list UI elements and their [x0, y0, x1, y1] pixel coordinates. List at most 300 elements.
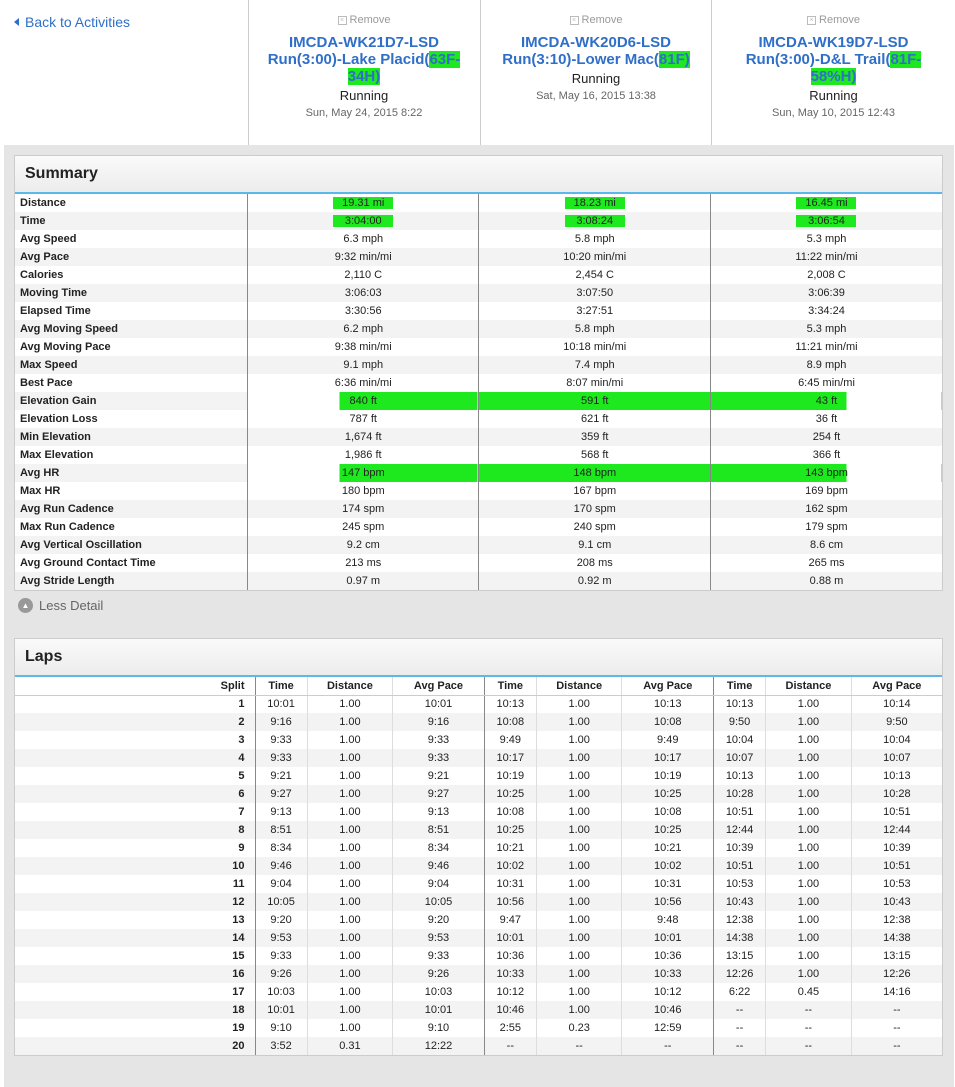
lap-cell: 1.00 — [536, 947, 622, 965]
lap-cell: 10:02 — [484, 857, 536, 875]
summary-value: 265 ms — [710, 554, 942, 572]
lap-cell: -- — [484, 1037, 536, 1055]
summary-value: 167 bpm — [479, 482, 711, 500]
laps-table — [15, 677, 942, 1055]
activity-title-1[interactable]: IMCDA-WK21D7-LSD Run(3:00)-Lake Placid(63F-34H) — [267, 34, 461, 85]
summary-value: 208 ms — [479, 554, 711, 572]
summary-label: Avg Moving Pace — [20, 341, 111, 353]
lap-cell: -- — [714, 1019, 766, 1037]
lap-cell: 1.00 — [766, 929, 852, 947]
lap-cell: 10:56 — [484, 893, 536, 911]
lap-cell: 1.00 — [766, 749, 852, 767]
lap-cell: 8:51 — [255, 821, 307, 839]
lap-split: 10 — [15, 857, 255, 875]
lap-cell: 1.00 — [536, 785, 622, 803]
lap-cell: 14:16 — [851, 983, 942, 1001]
summary-value: 2,008 C — [710, 266, 942, 284]
lap-row — [15, 821, 942, 839]
lap-split: 17 — [232, 986, 245, 998]
lap-cell: 10:13 — [622, 695, 714, 713]
summary-row — [15, 446, 942, 464]
lap-cell: 10:51 — [714, 803, 766, 821]
lap-cell: 1.00 — [536, 731, 622, 749]
lap-cell: -- — [766, 1037, 852, 1055]
lap-cell: 1.00 — [536, 1001, 622, 1019]
lap-cell: 1.00 — [766, 803, 852, 821]
lap-cell: 10:08 — [622, 803, 714, 821]
checkbox-icon: × — [570, 16, 579, 25]
lap-cell: -- — [851, 1019, 942, 1037]
lap-split: 5 — [238, 770, 245, 782]
laps-column-header: Split — [15, 677, 255, 695]
activity-date-3: Sun, May 10, 2015 12:43 — [772, 107, 895, 119]
lap-cell: 12:44 — [851, 821, 942, 839]
summary-value: 10:20 min/mi — [479, 248, 711, 266]
lap-cell: 1.00 — [536, 803, 622, 821]
lap-row — [15, 839, 942, 857]
summary-label: Time — [15, 212, 247, 230]
lap-cell: 9:33 — [393, 947, 485, 965]
lap-cell: 9:16 — [255, 713, 307, 731]
activity-header-3 — [711, 0, 955, 145]
summary-value: 359 ft — [479, 428, 711, 446]
lap-cell: 1.00 — [307, 839, 393, 857]
lap-split: 6 — [15, 785, 255, 803]
activity-header-2 — [480, 0, 711, 145]
lap-cell: 9:21 — [255, 767, 307, 785]
lap-cell: 10:33 — [484, 965, 536, 983]
back-label: Back to Activities — [25, 14, 131, 30]
lap-cell: 10:05 — [393, 893, 485, 911]
summary-value: 6:36 min/mi — [247, 374, 479, 392]
lap-cell: 0.23 — [536, 1019, 622, 1037]
lap-cell: 1.00 — [766, 731, 852, 749]
lap-cell: 10:19 — [484, 767, 536, 785]
lap-cell: 10:21 — [622, 839, 714, 857]
lap-cell: 2:55 — [484, 1019, 536, 1037]
lap-cell: 1.00 — [766, 839, 852, 857]
lap-row — [15, 803, 942, 821]
lap-row — [15, 857, 942, 875]
summary-value: 240 spm — [479, 518, 711, 536]
checkbox-icon: × — [807, 16, 816, 25]
lap-cell: 10:19 — [622, 767, 714, 785]
lap-cell: 1.00 — [307, 1001, 393, 1019]
lap-cell: -- — [766, 1001, 852, 1019]
lap-cell: 9:33 — [255, 947, 307, 965]
summary-row — [15, 482, 942, 500]
lap-cell: 1.00 — [536, 929, 622, 947]
lap-cell: 10:25 — [622, 821, 714, 839]
lap-cell: 0.31 — [307, 1037, 393, 1055]
summary-value: 3:06:39 — [710, 284, 942, 302]
less-detail-label: Less Detail — [39, 598, 104, 613]
summary-value: 1,674 ft — [247, 428, 479, 446]
lap-cell: 9:13 — [393, 803, 485, 821]
lap-split: 9 — [238, 842, 245, 854]
lap-cell: 1.00 — [307, 803, 393, 821]
lap-cell: 10:04 — [714, 731, 766, 749]
summary-value: 3:08:24 — [479, 212, 711, 230]
summary-value: 0.92 m — [479, 572, 711, 590]
lap-cell: 14:38 — [851, 929, 942, 947]
lap-cell: 10:31 — [622, 875, 714, 893]
lap-row — [15, 731, 942, 749]
lap-cell: 10:02 — [622, 857, 714, 875]
lap-split: 14 — [15, 929, 255, 947]
lap-split: 18 — [15, 1001, 255, 1019]
activity-title-3[interactable]: IMCDA-WK19D7-LSD Run(3:00)-D&L Trail(81F-58%H) — [745, 34, 922, 85]
lap-cell: 9:33 — [255, 749, 307, 767]
lap-cell: 9:13 — [255, 803, 307, 821]
lap-cell: 1.00 — [536, 911, 622, 929]
lap-cell: 10:01 — [393, 1001, 485, 1019]
lap-row — [15, 1019, 942, 1037]
summary-value: 254 ft — [710, 428, 942, 446]
lap-split: 2 — [15, 713, 255, 731]
laps-column-header: Avg Pace — [851, 677, 942, 695]
summary-value: 568 ft — [479, 446, 711, 464]
activity-title-2[interactable]: IMCDA-WK20D6-LSD Run(3:10)-Lower Mac(81F) — [502, 34, 690, 68]
summary-value: 3:06:54 — [710, 212, 942, 230]
summary-label: Avg Moving Speed — [15, 320, 247, 338]
lap-split: 16 — [15, 965, 255, 983]
remove-button-1[interactable]: × Remove — [249, 14, 479, 26]
lap-cell: 9:26 — [393, 965, 485, 983]
lap-cell: 10:21 — [484, 839, 536, 857]
summary-value: 169 bpm — [710, 482, 942, 500]
lap-cell: 9:20 — [255, 911, 307, 929]
laps-column-header: Distance — [307, 677, 393, 695]
summary-value: 213 ms — [247, 554, 479, 572]
activity-type-1: Running — [339, 88, 389, 103]
lap-cell: 1.00 — [307, 731, 393, 749]
lap-row — [15, 767, 942, 785]
summary-value: 6:45 min/mi — [710, 374, 942, 392]
summary-value: 180 bpm — [247, 482, 479, 500]
summary-value: 10:18 min/mi — [479, 338, 711, 356]
summary-value: 9:32 min/mi — [247, 248, 479, 266]
lap-cell: 1.00 — [536, 857, 622, 875]
lap-cell: 9:04 — [393, 875, 485, 893]
lap-cell: 1.00 — [307, 821, 393, 839]
lap-cell: 1.00 — [766, 911, 852, 929]
lap-cell: 1.00 — [307, 785, 393, 803]
summary-row — [15, 230, 942, 248]
summary-row — [15, 518, 942, 536]
lap-cell: 10:43 — [851, 893, 942, 911]
lap-cell: 10:36 — [622, 947, 714, 965]
lap-cell: 12:44 — [714, 821, 766, 839]
lap-cell: -- — [851, 1037, 942, 1055]
summary-label: Max Run Cadence — [20, 521, 115, 533]
lap-cell: 9:48 — [622, 911, 714, 929]
lap-cell: 1.00 — [766, 767, 852, 785]
summary-row — [15, 374, 942, 392]
lap-split: 13 — [232, 914, 245, 926]
lap-split: 3 — [238, 734, 245, 746]
lap-cell: 10:12 — [484, 983, 536, 1001]
lap-cell: 1.00 — [307, 1019, 393, 1037]
lap-cell: 3:52 — [255, 1037, 307, 1055]
lap-cell: 1.00 — [536, 875, 622, 893]
activity-type-2: Running — [571, 71, 621, 86]
back-to-activities-link[interactable] — [14, 14, 130, 30]
lap-cell: 1.00 — [307, 893, 393, 911]
lap-cell: 6:22 — [714, 983, 766, 1001]
lap-row — [15, 695, 942, 713]
summary-value: 9:38 min/mi — [247, 338, 479, 356]
lap-cell: 9:16 — [393, 713, 485, 731]
lap-cell: 10:03 — [255, 983, 307, 1001]
lap-cell: -- — [714, 1037, 766, 1055]
lap-cell: 10:33 — [622, 965, 714, 983]
summary-value: 3:30:56 — [247, 302, 479, 320]
lap-cell: 10:01 — [484, 929, 536, 947]
summary-value: 5.8 mph — [479, 230, 711, 248]
lap-cell: 1.00 — [766, 713, 852, 731]
lap-row — [15, 875, 942, 893]
lap-cell: 14:38 — [714, 929, 766, 947]
summary-value: 3:27:51 — [479, 302, 711, 320]
summary-value: 3:04:00 — [247, 212, 479, 230]
summary-label: Elevation Loss — [20, 413, 98, 425]
lap-cell: 1.00 — [536, 749, 622, 767]
summary-value: 621 ft — [479, 410, 711, 428]
lap-row — [15, 1037, 942, 1055]
lap-cell: 9:53 — [393, 929, 485, 947]
lap-cell: 9:10 — [393, 1019, 485, 1037]
lap-cell: -- — [766, 1019, 852, 1037]
lap-cell: 10:13 — [851, 767, 942, 785]
lap-cell: 1.00 — [307, 911, 393, 929]
lap-row — [15, 785, 942, 803]
lap-cell: 9:27 — [393, 785, 485, 803]
summary-value: 5.8 mph — [479, 320, 711, 338]
summary-panel — [14, 155, 943, 591]
lap-split: 12 — [15, 893, 255, 911]
lap-cell: 8:34 — [393, 839, 485, 857]
summary-label: Avg Pace — [15, 248, 247, 266]
summary-value: 245 spm — [247, 518, 479, 536]
summary-value: 11:21 min/mi — [710, 338, 942, 356]
summary-row — [15, 248, 942, 266]
lap-cell: 10:13 — [714, 695, 766, 713]
lap-cell: 1.00 — [307, 695, 393, 713]
lap-cell: 1.00 — [766, 965, 852, 983]
laps-panel — [14, 638, 943, 1056]
summary-heading: Summary — [15, 156, 942, 194]
lap-cell: 0.45 — [766, 983, 852, 1001]
lap-cell: 10:25 — [484, 821, 536, 839]
summary-row — [15, 356, 942, 374]
lap-cell: 10:25 — [622, 785, 714, 803]
lap-cell: 1.00 — [307, 875, 393, 893]
summary-row — [15, 338, 942, 356]
lap-row — [15, 947, 942, 965]
lap-cell: 10:46 — [484, 1001, 536, 1019]
less-detail-toggle[interactable] — [18, 598, 103, 613]
lap-cell: 10:03 — [393, 983, 485, 1001]
summary-value: 366 ft — [710, 446, 942, 464]
lap-split: 19 — [232, 1022, 245, 1034]
lap-cell: 12:38 — [851, 911, 942, 929]
lap-cell: 10:08 — [622, 713, 714, 731]
lap-cell: 10:51 — [851, 857, 942, 875]
lap-cell: 1.00 — [536, 713, 622, 731]
summary-row — [15, 554, 942, 572]
lap-cell: 10:08 — [484, 713, 536, 731]
summary-value: 591 ft — [479, 392, 711, 410]
summary-label: Avg Stride Length — [15, 572, 247, 590]
activity-date-1: Sun, May 24, 2015 8:22 — [305, 107, 423, 119]
lap-cell: 1.00 — [536, 767, 622, 785]
summary-row — [15, 572, 942, 590]
lap-cell: 1.00 — [766, 695, 852, 713]
summary-value: 6.2 mph — [247, 320, 479, 338]
summary-label: Elapsed Time — [20, 305, 91, 317]
summary-value: 147 bpm — [247, 464, 479, 482]
laps-column-header: Time — [484, 677, 536, 695]
lap-cell: -- — [851, 1001, 942, 1019]
activity-header-1 — [248, 0, 479, 145]
laps-column-header: Avg Pace — [622, 677, 714, 695]
summary-row — [15, 410, 942, 428]
lap-cell: 12:22 — [393, 1037, 485, 1055]
lap-cell: 10:39 — [851, 839, 942, 857]
lap-cell: 10:01 — [622, 929, 714, 947]
lap-cell: 12:26 — [851, 965, 942, 983]
lap-split: 7 — [238, 806, 245, 818]
lap-cell: 10:39 — [714, 839, 766, 857]
lap-cell: 9:50 — [714, 713, 766, 731]
laps-column-header: Avg Pace — [393, 677, 485, 695]
summary-row — [15, 212, 942, 230]
summary-label: Calories — [20, 269, 64, 281]
lap-split: 8 — [15, 821, 255, 839]
lap-cell: 1.00 — [766, 857, 852, 875]
lap-cell: 10:31 — [484, 875, 536, 893]
lap-row — [15, 911, 942, 929]
summary-value: 3:34:24 — [710, 302, 942, 320]
lap-cell: 10:46 — [622, 1001, 714, 1019]
summary-table — [15, 194, 942, 590]
lap-cell: 1.00 — [307, 857, 393, 875]
lap-cell: 1.00 — [766, 947, 852, 965]
lap-cell: 1.00 — [307, 713, 393, 731]
summary-value: 9.2 cm — [247, 536, 479, 554]
lap-cell: 10:07 — [714, 749, 766, 767]
back-arrow-icon — [14, 18, 19, 26]
remove-button-2[interactable]: × Remove — [481, 14, 711, 26]
activity-type-3: Running — [809, 88, 858, 103]
lap-cell: 1.00 — [307, 947, 393, 965]
summary-value: 5.3 mph — [710, 230, 942, 248]
lap-cell: 10:08 — [484, 803, 536, 821]
summary-row — [15, 500, 942, 518]
summary-value: 179 spm — [710, 518, 942, 536]
summary-value: 787 ft — [247, 410, 479, 428]
lap-cell: 9:10 — [255, 1019, 307, 1037]
laps-heading: Laps — [15, 639, 942, 677]
lap-cell: 1.00 — [766, 875, 852, 893]
lap-cell: 1.00 — [766, 893, 852, 911]
summary-value: 2,110 C — [247, 266, 479, 284]
summary-value: 6.3 mph — [247, 230, 479, 248]
summary-value: 2,454 C — [479, 266, 711, 284]
laps-column-header: Time — [714, 677, 766, 695]
lap-row — [15, 713, 942, 731]
summary-value: 1,986 ft — [247, 446, 479, 464]
summary-value: 19.31 mi — [247, 194, 479, 212]
activity-date-2: Sat, May 16, 2015 13:38 — [536, 90, 656, 102]
summary-row — [15, 320, 942, 338]
lap-cell: 10:07 — [851, 749, 942, 767]
lap-cell: 10:05 — [255, 893, 307, 911]
summary-row — [15, 392, 942, 410]
lap-cell: 10:51 — [714, 857, 766, 875]
lap-cell: 12:38 — [714, 911, 766, 929]
lap-cell: 10:51 — [851, 803, 942, 821]
lap-cell: 1.00 — [307, 767, 393, 785]
lap-cell: 10:13 — [714, 767, 766, 785]
lap-cell: 10:17 — [622, 749, 714, 767]
lap-cell: 1.00 — [766, 785, 852, 803]
lap-cell: 1.00 — [766, 821, 852, 839]
lap-cell: 1.00 — [307, 749, 393, 767]
lap-cell: 13:15 — [714, 947, 766, 965]
lap-row — [15, 749, 942, 767]
lap-cell: 10:01 — [393, 695, 485, 713]
lap-cell: 1.00 — [536, 839, 622, 857]
summary-value: 170 spm — [479, 500, 711, 518]
summary-label: Avg Speed — [20, 233, 77, 245]
summary-value: 43 ft — [710, 392, 942, 410]
summary-label: Best Pace — [20, 377, 73, 389]
lap-row — [15, 965, 942, 983]
lap-cell: 9:26 — [255, 965, 307, 983]
lap-split: 11 — [232, 878, 245, 890]
summary-label: Avg Ground Contact Time — [20, 557, 156, 569]
summary-row — [15, 536, 942, 554]
summary-row — [15, 428, 942, 446]
lap-cell: 9:53 — [255, 929, 307, 947]
summary-label: Avg Vertical Oscillation — [15, 536, 247, 554]
lap-cell: 8:51 — [393, 821, 485, 839]
summary-label: Distance — [20, 197, 66, 209]
lap-cell: -- — [536, 1037, 622, 1055]
remove-button-3[interactable]: × Remove — [712, 14, 955, 26]
lap-cell: 9:27 — [255, 785, 307, 803]
lap-cell: 12:26 — [714, 965, 766, 983]
summary-value: 8.6 cm — [710, 536, 942, 554]
summary-value: 9.1 mph — [247, 356, 479, 374]
summary-row — [15, 464, 942, 482]
summary-value: 174 spm — [247, 500, 479, 518]
lap-cell: 9:46 — [255, 857, 307, 875]
lap-cell: 10:28 — [714, 785, 766, 803]
lap-split: 20 — [15, 1037, 255, 1055]
lap-cell: 1.00 — [307, 965, 393, 983]
lap-cell: 10:04 — [851, 731, 942, 749]
lap-cell: 10:53 — [851, 875, 942, 893]
lap-row — [15, 893, 942, 911]
summary-value: 8.9 mph — [710, 356, 942, 374]
lap-cell: -- — [714, 1001, 766, 1019]
lap-split: 1 — [238, 698, 245, 711]
summary-row — [15, 302, 942, 320]
lap-cell: 1.00 — [536, 821, 622, 839]
